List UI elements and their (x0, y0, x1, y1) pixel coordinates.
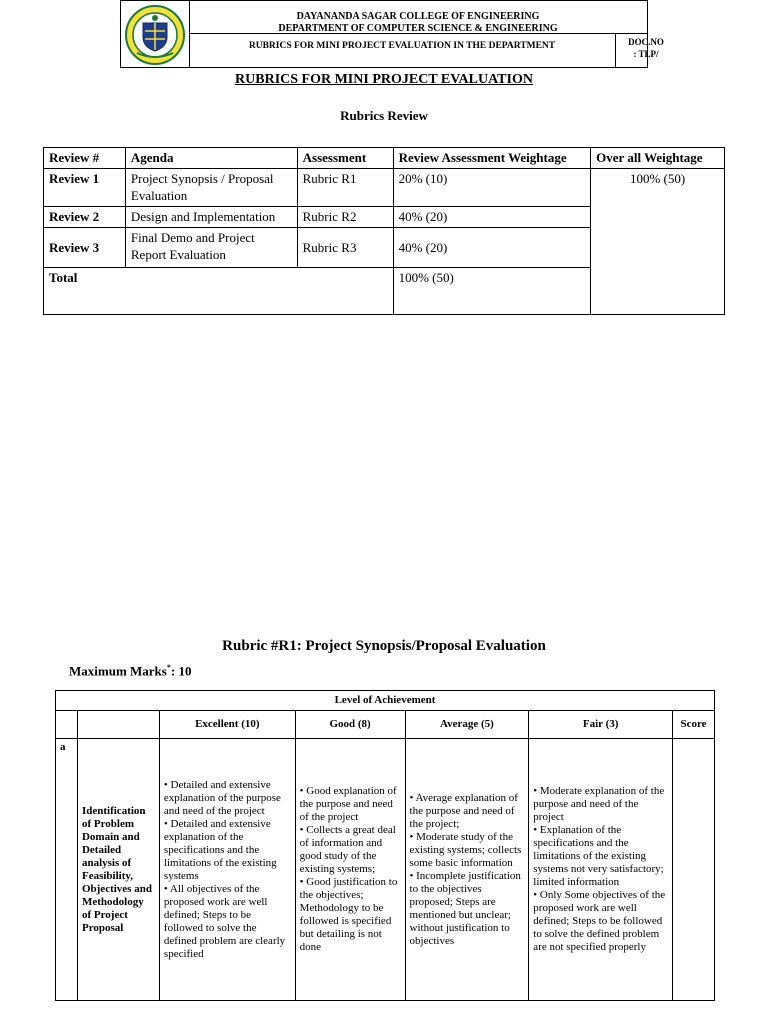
average-cell (405, 739, 529, 1001)
review-assessment: Rubric R3 (297, 228, 393, 268)
row-label: a (56, 739, 78, 1001)
empty-cell (56, 711, 78, 739)
excellent-point: • All objectives of the proposed work are well defined; Steps to be followed to solve the defined problem are clearly specified (163, 882, 286, 960)
total-value: 100% (50) (393, 268, 591, 315)
review-number: Review 1 (44, 169, 126, 207)
col-header-review: Review # (44, 148, 126, 169)
review-table (43, 147, 725, 315)
col-header-score: Score (673, 711, 715, 739)
criterion-text: Identification of Problem Domain and Detailed analysis of Feasibility, Objectives and Methodology of Project Proposal (77, 739, 159, 1001)
overall-weightage: 100% (50) (591, 169, 725, 315)
review-weightage: 40% (20) (393, 207, 591, 228)
score-cell (673, 739, 715, 1001)
review-weightage: 40% (20) (393, 228, 591, 268)
col-header-fair: Fair (3) (529, 711, 673, 739)
doc-number (616, 34, 676, 68)
col-header-assessment: Assessment (297, 148, 393, 169)
col-header-review-weightage: Review Assessment Weightage (393, 148, 591, 169)
max-marks-footnote-mark: * (166, 663, 171, 672)
review-assessment: Rubric R1 (297, 169, 393, 207)
review-number: Review 3 (44, 228, 126, 268)
max-marks (69, 663, 191, 679)
average-point: • Moderate study of the existing systems; collects some basic information (409, 830, 522, 869)
review-assessment: Rubric R2 (297, 207, 393, 228)
col-header-excellent: Excellent (10) (159, 711, 295, 739)
max-marks-value: : 10 (170, 663, 192, 679)
page-title: RUBRICS FOR MINI PROJECT EVALUATION (235, 72, 533, 87)
review-number: Review 2 (44, 207, 126, 228)
good-cell (295, 739, 405, 1001)
fair-point: • Only Some objectives of the proposed work are well defined; Steps to be followed to solve the defined problem are not specified properly (533, 889, 666, 953)
empty-cell (77, 711, 159, 739)
review-agenda: Final Demo and Project Report Evaluation (125, 228, 297, 268)
fair-point: • Explanation of the specifications and the limitations of the existing systems not very satisfactory; limited information (533, 824, 664, 888)
col-header-average: Average (5) (405, 711, 529, 739)
department-name: DEPARTMENT OF COMPUTER SCIENCE & ENGINEERING (278, 23, 558, 34)
rubric-columns-row (56, 711, 715, 739)
col-header-agenda: Agenda (125, 148, 297, 169)
good-point: • Good explanation of the purpose and need of the project (299, 785, 397, 823)
review-section-title: Rubrics Review (340, 108, 428, 123)
fair-point: • Moderate explanation of the purpose and need of the project (533, 785, 665, 823)
average-point: • Incomplete justification to the objectives proposed; Steps are mentioned but unclear; without justification to objectives (409, 869, 521, 947)
header-subtitle-row (189, 34, 712, 68)
doc-no-value: : TLP/ (633, 49, 659, 59)
col-header-good: Good (8) (295, 711, 405, 739)
excellent-cell (159, 739, 295, 1001)
level-of-achievement-header: Level of Achievement (56, 691, 715, 711)
excellent-point: • Detailed and extensive explanation of the purpose and need of the project (163, 778, 281, 817)
col-header-overall-weightage: Over all Weightage (591, 148, 725, 169)
review-table-header (44, 148, 725, 169)
max-marks-label: Maximum Marks (69, 663, 167, 679)
rubric-level-header-row (56, 691, 715, 711)
rubric-table (55, 690, 715, 1001)
table-row (44, 169, 725, 207)
excellent-point: • Detailed and extensive explanation of the specifications and the limitations of the existing systems (163, 817, 277, 882)
college-crest-icon (121, 1, 189, 68)
logo-cell (121, 1, 190, 68)
average-point: • Average explanation of the purpose and need of the project; (409, 791, 518, 830)
college-name: DAYANANDA SAGAR COLLEGE OF ENGINEERING (296, 11, 540, 22)
doc-no-label: DOC.NO (628, 37, 664, 47)
total-label: Total (44, 268, 394, 315)
table-row (56, 739, 715, 1001)
header-subtitle: RUBRICS FOR MINI PROJECT EVALUATION IN THE DEPARTMENT (189, 34, 616, 68)
document-header (120, 0, 664, 68)
review-agenda: Project Synopsis / Proposal Evaluation (125, 169, 297, 207)
rubric-title: Rubric #R1: Project Synopsis/Proposal Evaluation (222, 638, 546, 654)
good-point: • Good justification to the objectives; Methodology to be followed is specified but detailing is not done (299, 876, 398, 953)
good-point: • Collects a great deal of information and good study of the existing systems; (299, 824, 396, 875)
fair-cell (529, 739, 673, 1001)
header-college-block (189, 1, 647, 34)
review-weightage: 20% (10) (393, 169, 591, 207)
review-agenda: Design and Implementation (125, 207, 297, 228)
